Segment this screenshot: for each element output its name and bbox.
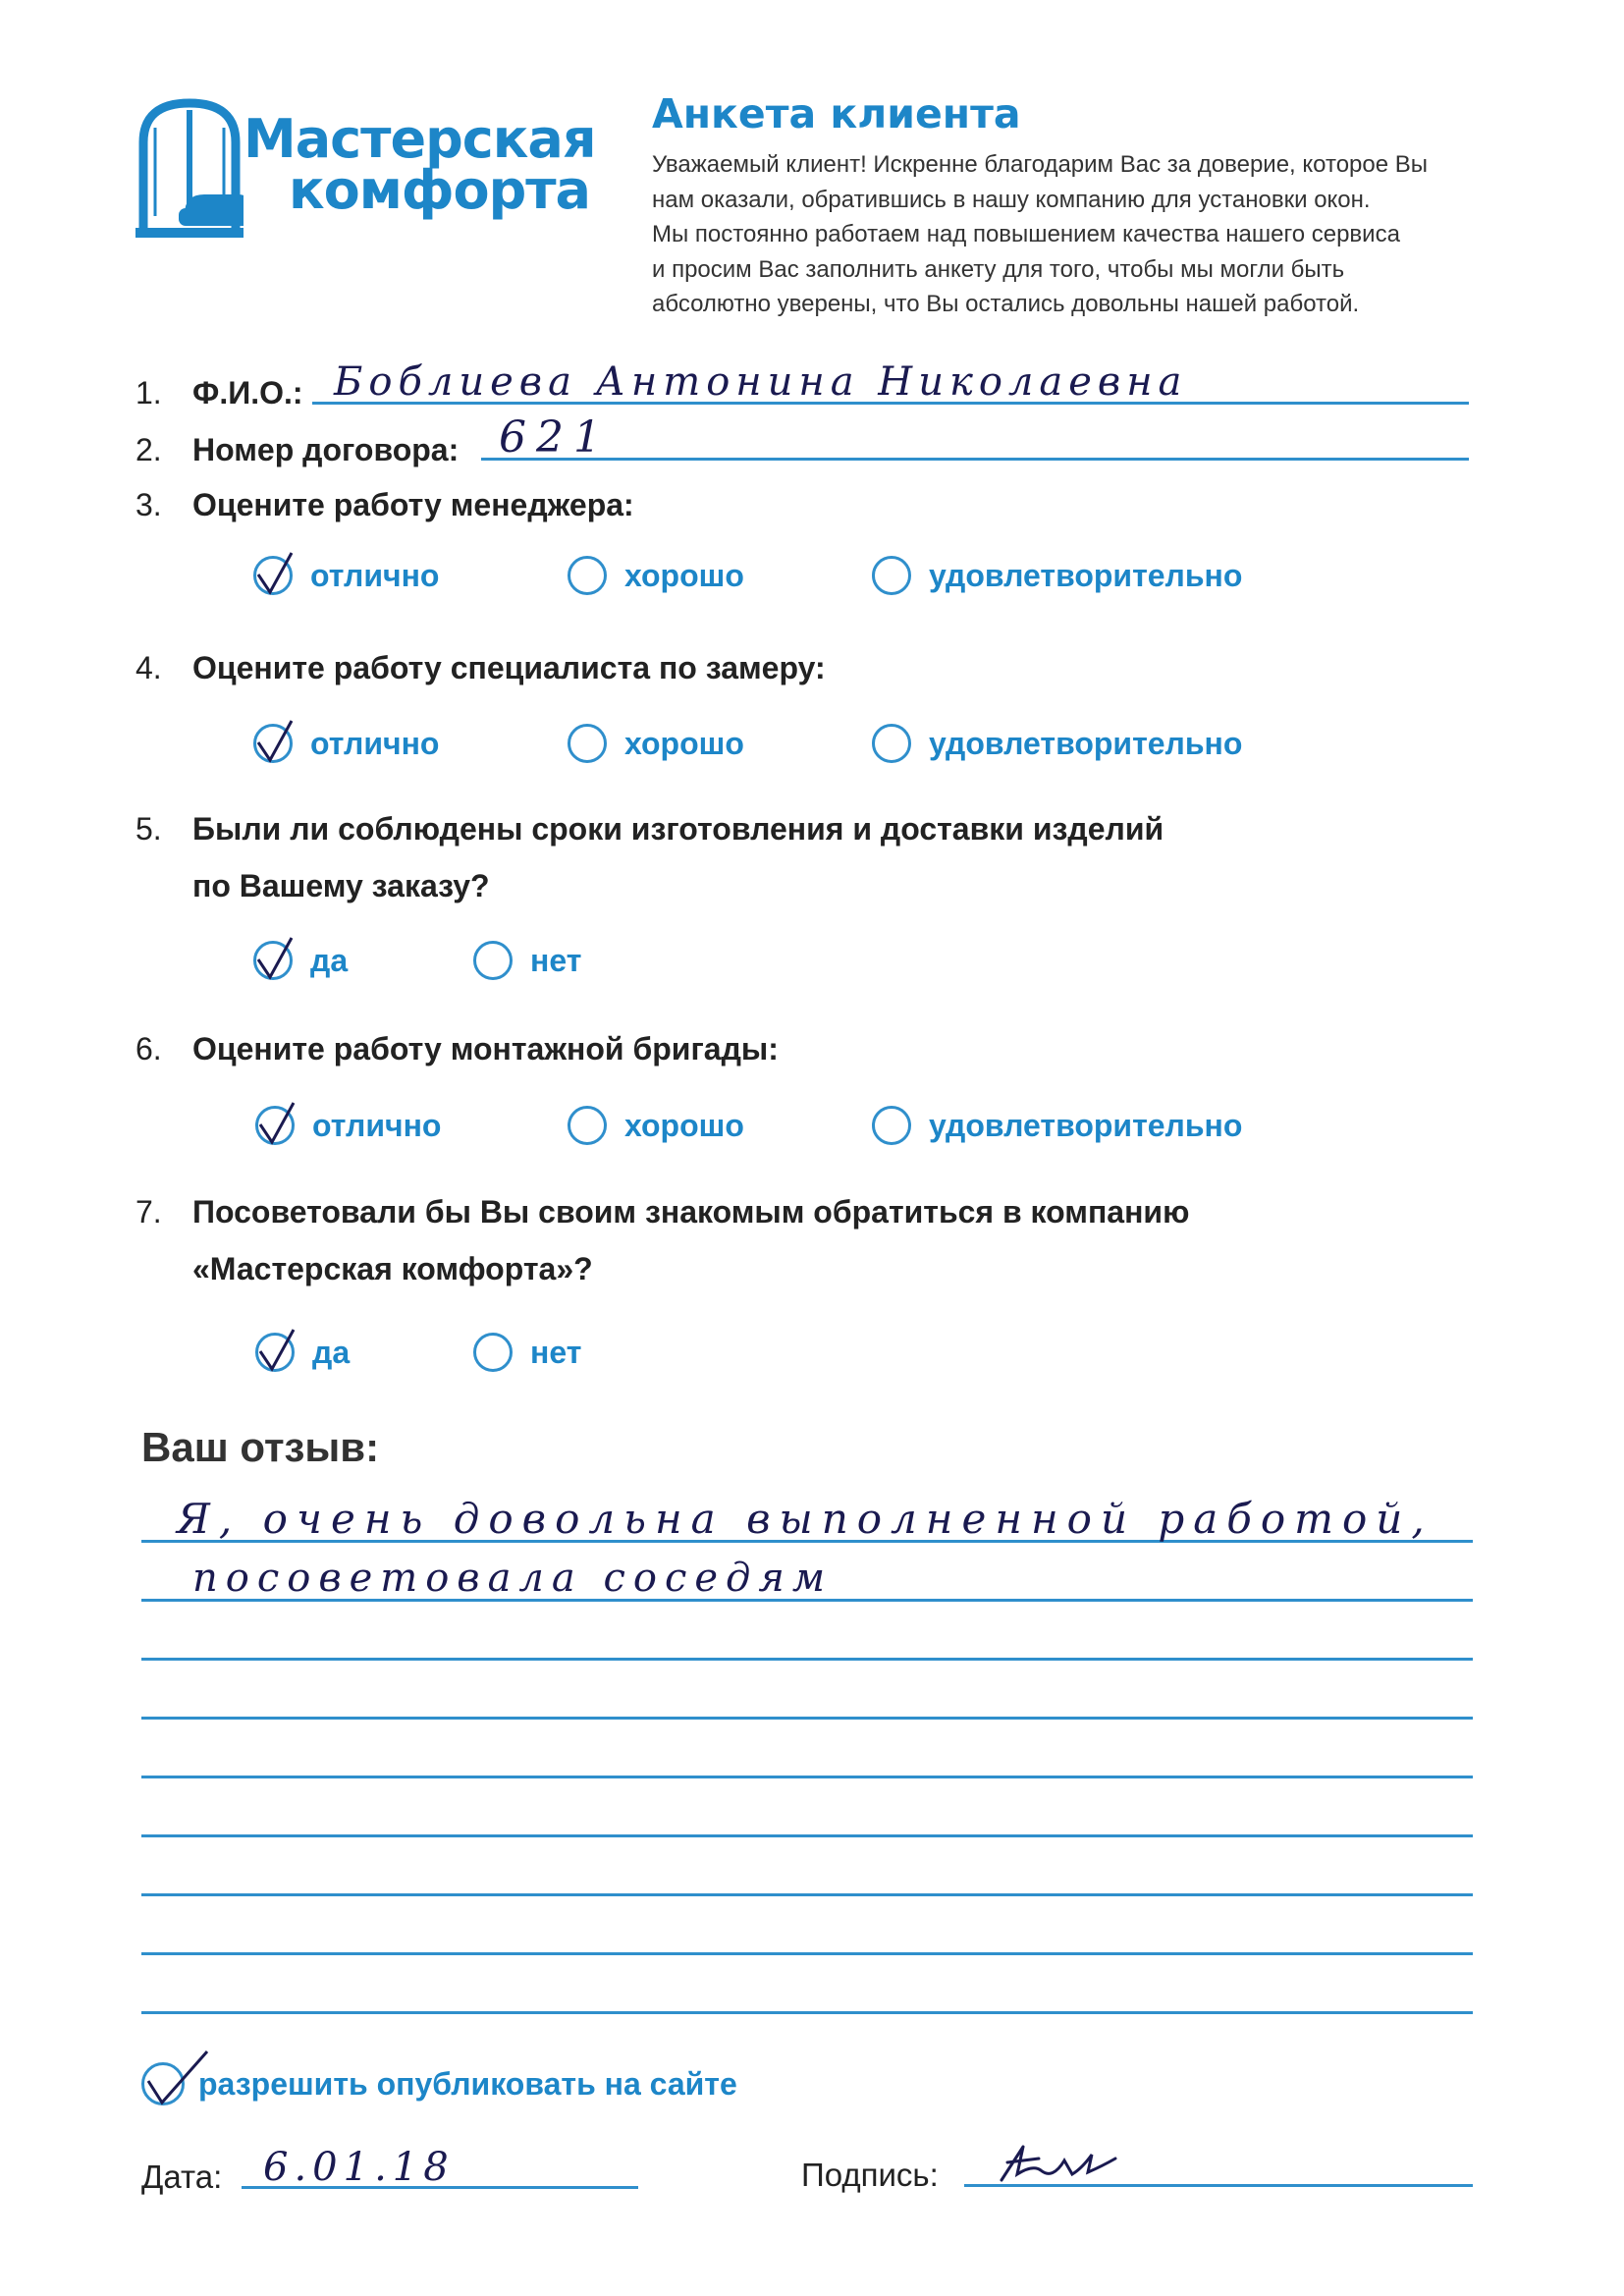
checkmark-icon: [142, 2048, 211, 2106]
radio-circle[interactable]: [255, 1106, 295, 1145]
intro-text: [652, 147, 1487, 322]
option-label: удовлетворительно: [929, 1107, 1243, 1143]
radio-circle[interactable]: [253, 724, 293, 763]
contract-number-label: Номер договора:: [192, 432, 460, 467]
radio-circle[interactable]: [872, 1106, 911, 1145]
radio-circle[interactable]: [473, 941, 513, 980]
feedback-line: [141, 1717, 1473, 1720]
feedback-text-line: Я, очень довольна выполненной работой,: [177, 1495, 1434, 1543]
question-label-continued: по Вашему заказу?: [192, 868, 490, 903]
checkmark-icon: [252, 717, 299, 766]
question-label: Оцените работу специалиста по замеру:: [192, 650, 826, 685]
radio-circle[interactable]: [473, 1333, 513, 1372]
option-label: хорошо: [624, 725, 744, 761]
feedback-line: [141, 1952, 1473, 1955]
radio-circle[interactable]: [568, 556, 607, 595]
publish-consent-label: разрешить опубликовать на сайте: [198, 2065, 737, 2102]
feedback-line: [141, 2011, 1473, 2014]
q3-option-excellent[interactable]: [253, 556, 439, 595]
company-logo: [135, 98, 596, 241]
q6-option-good[interactable]: [568, 1106, 744, 1145]
feedback-line: [141, 1658, 1473, 1661]
radio-circle[interactable]: [872, 556, 911, 595]
q6-option-satisfactory[interactable]: [872, 1106, 1242, 1145]
date-value: 6.01.18: [263, 2145, 455, 2190]
option-label: хорошо: [624, 1107, 744, 1143]
question-label: Оцените работу менеджера:: [192, 487, 634, 522]
question-number: 4.: [135, 650, 162, 685]
q4-option-excellent[interactable]: [253, 724, 439, 763]
name-label: Ф.И.О.:: [192, 375, 303, 410]
option-label: нет: [530, 1334, 582, 1370]
radio-circle[interactable]: [253, 556, 293, 595]
radio-circle[interactable]: [568, 1106, 607, 1145]
option-label: да: [310, 942, 349, 978]
contract-number-value: 621: [499, 412, 611, 463]
signature-scribble: [994, 2141, 1121, 2190]
q6-option-excellent[interactable]: [255, 1106, 441, 1145]
feedback-title: Ваш отзыв:: [141, 1424, 380, 1470]
date-label: Дата:: [141, 2159, 223, 2195]
q5-option-yes[interactable]: [253, 941, 348, 980]
option-label: хорошо: [624, 557, 744, 593]
publish-consent-checkbox[interactable]: [141, 2062, 737, 2105]
radio-circle[interactable]: [255, 1333, 295, 1372]
question-label: Были ли соблюдены сроки изготовления и доставки изделий: [192, 811, 1164, 847]
checkmark-icon: [254, 1326, 301, 1375]
checkmark-icon: [252, 934, 299, 983]
checkmark-icon: [252, 549, 299, 598]
option-label: удовлетворительно: [929, 725, 1243, 761]
intro-line: и просим Вас заполнить анкету для того, чтобы мы могли быть: [652, 255, 1345, 283]
logo-wordmark: [244, 108, 596, 221]
question-label-continued: «Мастерская комфорта»?: [192, 1251, 593, 1286]
option-label: да: [312, 1334, 351, 1370]
q7-option-yes[interactable]: [255, 1333, 350, 1372]
option-label: отлично: [310, 557, 440, 593]
radio-circle[interactable]: [253, 941, 293, 980]
option-label: удовлетворительно: [929, 557, 1243, 593]
question-label: Посоветовали бы Вы своим знакомым обратиться в компанию: [192, 1194, 1190, 1230]
intro-line: Мы постоянно работаем над повышением качества нашего сервиса: [652, 221, 1400, 247]
feedback-line: [141, 1893, 1473, 1896]
option-label: отлично: [310, 725, 440, 761]
intro-line: нам оказали, обратившись в нашу компанию для установки окон.: [652, 186, 1371, 213]
checkbox-circle[interactable]: [141, 2062, 185, 2105]
intro-line: абсолютно уверены, что Вы остались довольны нашей работой.: [652, 291, 1360, 317]
feedback-line: [141, 1834, 1473, 1837]
q4-option-satisfactory[interactable]: [872, 724, 1242, 763]
question-label: Оцените работу монтажной бригады:: [192, 1031, 779, 1066]
option-label: нет: [530, 942, 582, 978]
feedback-line: [141, 1776, 1473, 1778]
option-label: отлично: [312, 1107, 442, 1143]
question-number: 2.: [135, 432, 162, 467]
question-number: 7.: [135, 1194, 162, 1230]
q5-option-no[interactable]: [473, 941, 581, 980]
signature-label: Подпись:: [801, 2157, 939, 2193]
question-number: 6.: [135, 1031, 162, 1066]
question-number: 1.: [135, 375, 162, 410]
question-number: 3.: [135, 487, 162, 522]
checkmark-icon: [254, 1099, 301, 1148]
q3-option-satisfactory[interactable]: [872, 556, 1242, 595]
feedback-text-line: посоветовала соседям: [192, 1556, 834, 1601]
form-title: Анкета клиента: [652, 90, 1021, 137]
question-number: 5.: [135, 811, 162, 847]
window-sofa-logo-icon: [135, 98, 244, 238]
intro-line: Уважаемый клиент! Искренне благодарим Вас за доверие, которое Вы: [652, 151, 1429, 178]
q7-option-no[interactable]: [473, 1333, 581, 1372]
contract-number-field-line[interactable]: [481, 458, 1469, 461]
name-field-value: Боблиева Антонина Николаевна: [334, 359, 1188, 405]
radio-circle[interactable]: [568, 724, 607, 763]
logo-line-2: комфорта: [289, 159, 590, 221]
q3-option-good[interactable]: [568, 556, 744, 595]
radio-circle[interactable]: [872, 724, 911, 763]
q4-option-good[interactable]: [568, 724, 744, 763]
logo-line-1: Мастерская: [244, 108, 596, 170]
